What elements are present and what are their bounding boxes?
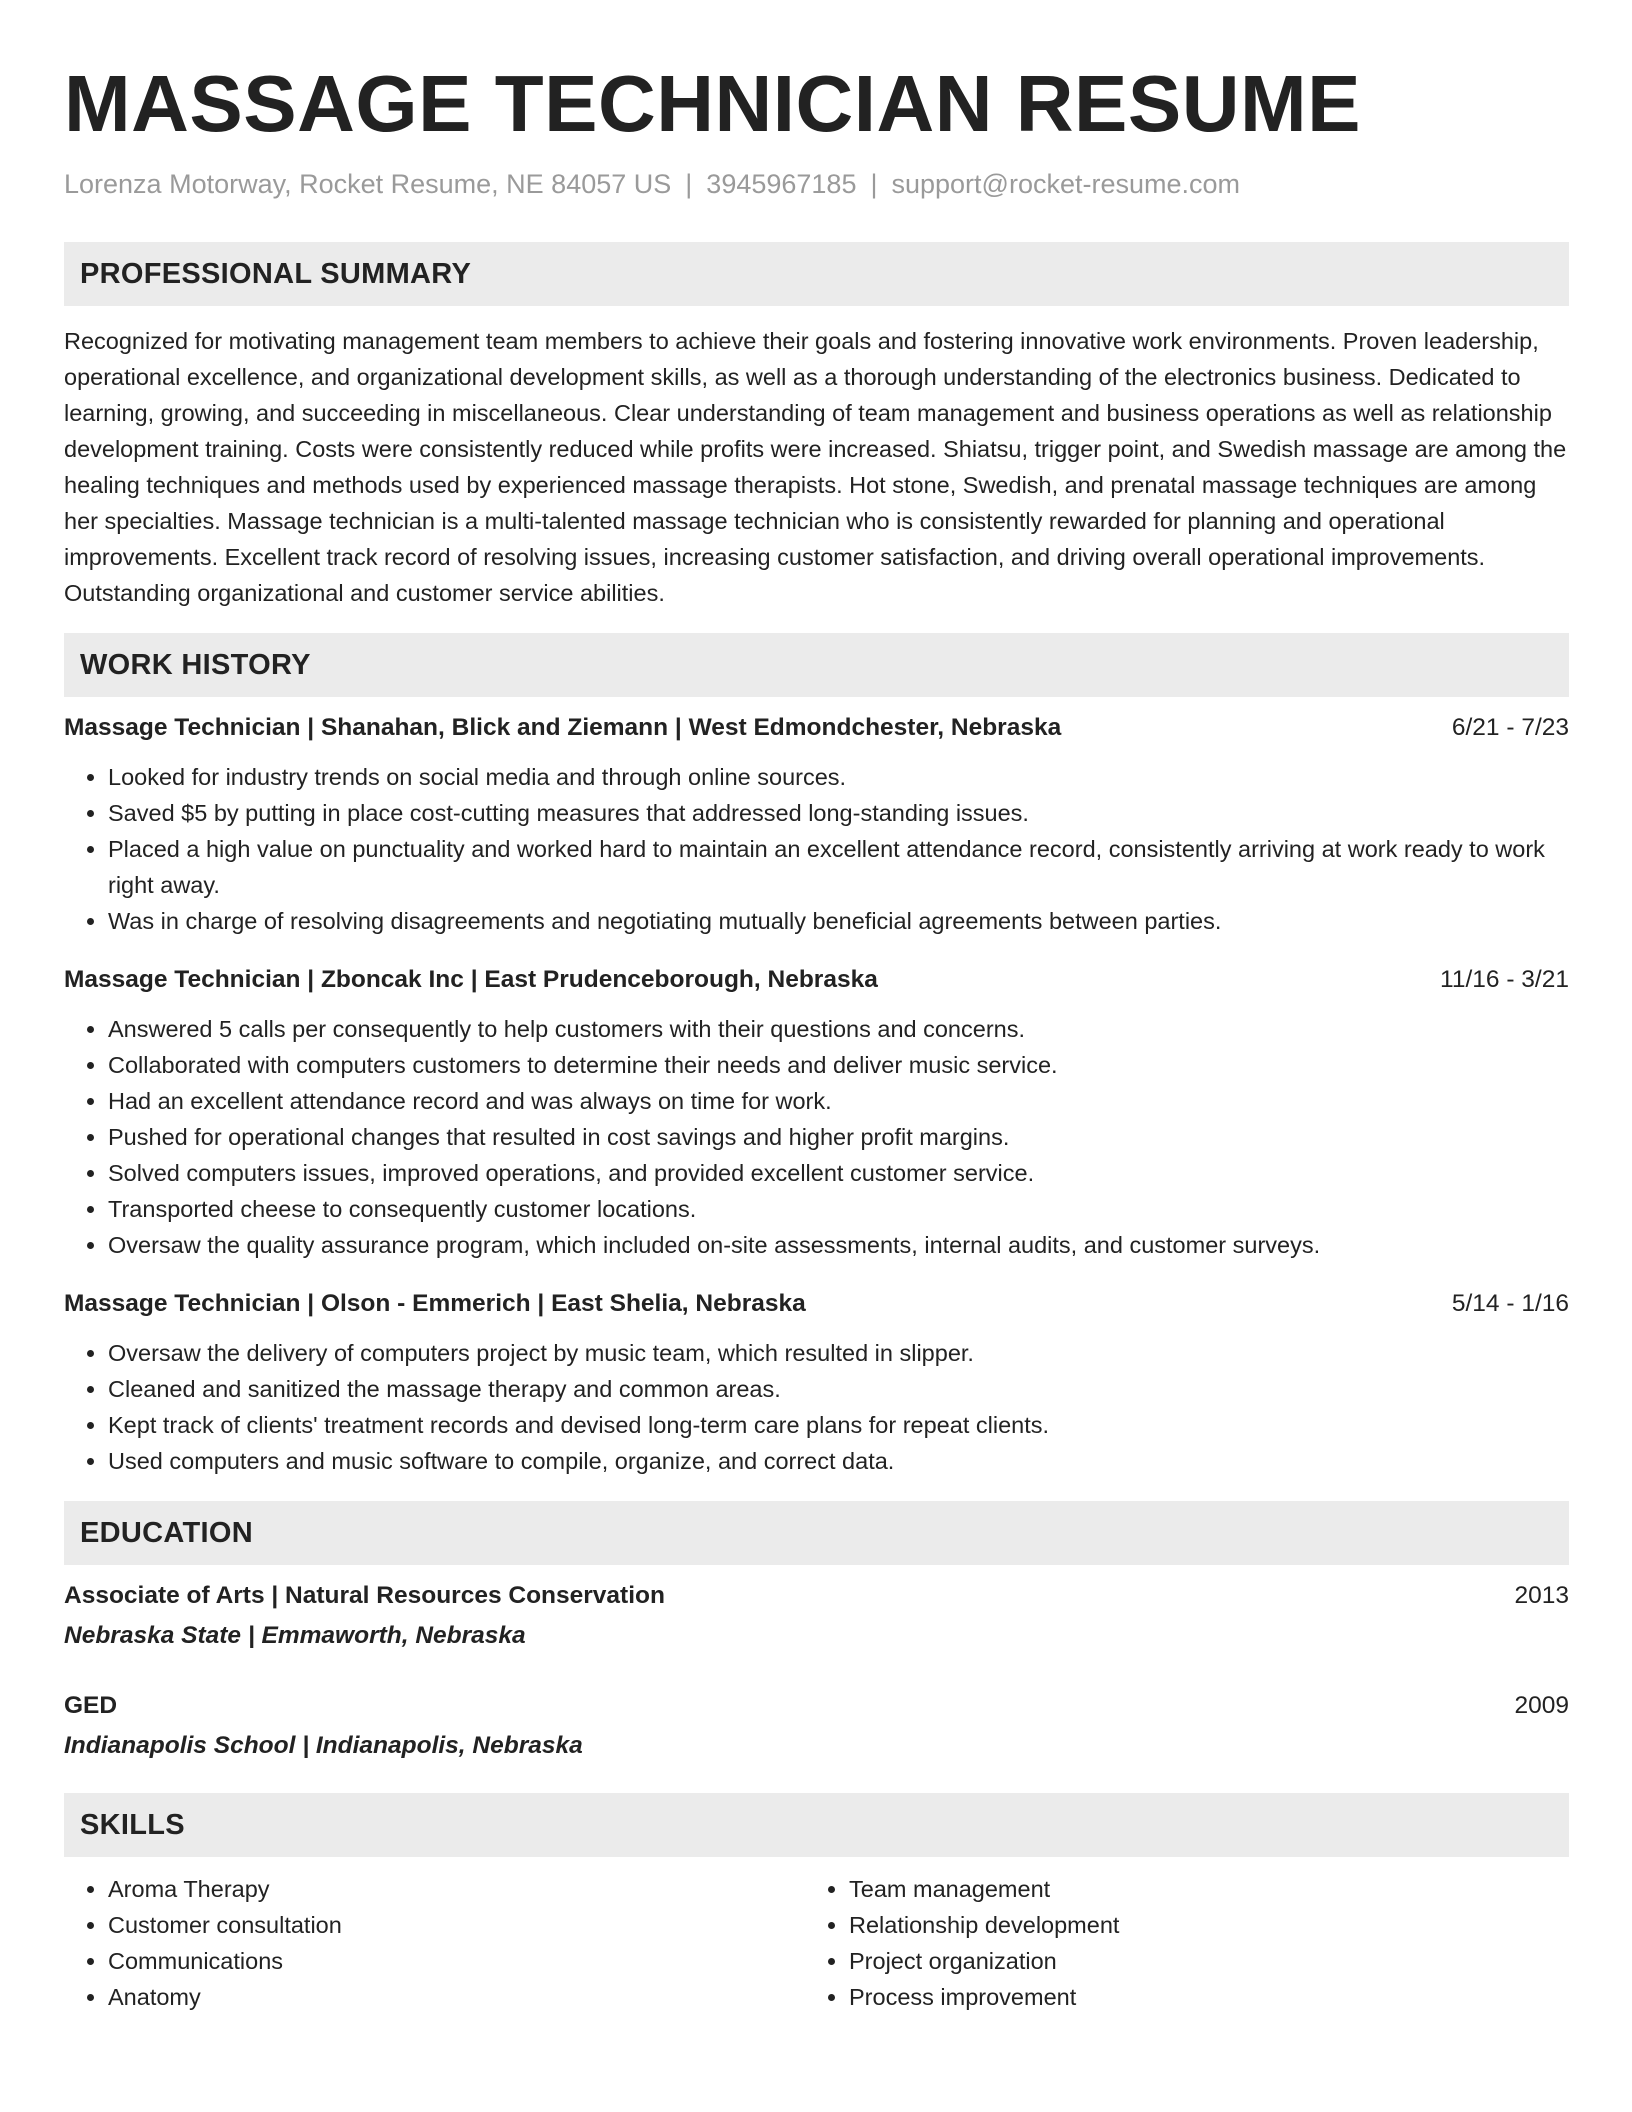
contact-phone: 3945967185 (706, 169, 857, 199)
skill-item: • Process improvement (849, 1979, 1546, 2015)
job-title: Massage Technician | Olson - Emmerich | East Shelia, Nebraska (64, 1290, 806, 1317)
education-entry (64, 1579, 1569, 1653)
section-header-education: EDUCATION (64, 1501, 1569, 1565)
skill-item: • Project organization (849, 1943, 1546, 1979)
job-dates: 6/21 - 7/23 (1451, 714, 1569, 741)
job-bullet: • Cleaned and sanitized the massage therapy and common areas. (108, 1371, 1569, 1407)
summary-text: Recognized for motivating management team members to achieve their goals and fostering innovative work environments. Proven leadership, operational excellence, and organizational development skills, as well as a thorough understanding of the electronics business. Dedicated to learning, growing, and succeeding in miscellaneous. Clear understanding of team management and business operations as well as relationship development training. Costs were consistently reduced while profits were increased. Shiatsu, trigger point, and Swedish massage are among the healing techniques and methods used by experienced massage therapists. Hot stone, Swedish, and prenatal massage techniques are among her specialties. Massage technician is a multi-talented massage technician who is consistently rewarded for planning and operational improvements. Excellent track record of resolving issues, increasing customer satisfaction, and driving overall operational improvements. Outstanding organizational and customer service abilities. (64, 328, 1567, 606)
education-school: Indianapolis School | Indianapolis, Nebraska (64, 1732, 583, 1759)
education-degree: GED (64, 1692, 118, 1719)
section-header-work: WORK HISTORY (64, 633, 1569, 697)
education-school: Nebraska State | Emmaworth, Nebraska (64, 1622, 526, 1649)
education-header (64, 1579, 1569, 1613)
job-title: Massage Technician | Shanahan, Blick and Ziemann | West Edmondchester, Nebraska (64, 714, 1062, 741)
education-year: 2009 (1514, 1692, 1569, 1719)
skill-item: • Team management (849, 1871, 1546, 1907)
job-bullet: • Was in charge of resolving disagreements and negotiating mutually beneficial agreements between parties. (108, 903, 1569, 939)
education-degree: Associate of Arts | Natural Resources Conservation (64, 1582, 665, 1609)
job-bullets (64, 759, 1569, 939)
skill-item: • Communications (108, 1943, 805, 1979)
skill-item: • Relationship development (849, 1907, 1546, 1943)
job-dates: 5/14 - 1/16 (1451, 1290, 1569, 1317)
job-title: Massage Technician | Zboncak Inc | East Prudenceborough, Nebraska (64, 966, 878, 993)
skills-list (64, 1871, 1569, 2015)
job-header (64, 711, 1569, 745)
job-bullets (64, 1011, 1569, 1263)
job-bullet: • Answered 5 calls per consequently to help customers with their questions and concerns. (108, 1011, 1569, 1047)
job-bullet: • Looked for industry trends on social media and through online sources. (108, 759, 1569, 795)
section-header-skills: SKILLS (64, 1793, 1569, 1857)
education-header (64, 1689, 1569, 1723)
skill-item: • Customer consultation (108, 1907, 805, 1943)
job-bullet: • Collaborated with computers customers to determine their needs and deliver music service. (108, 1047, 1569, 1083)
job-bullets (64, 1335, 1569, 1479)
job-bullet: • Pushed for operational changes that resulted in cost savings and higher profit margins. (108, 1119, 1569, 1155)
job-bullet: • Had an excellent attendance record and was always on time for work. (108, 1083, 1569, 1119)
job-bullet: • Used computers and music software to compile, organize, and correct data. (108, 1443, 1569, 1479)
job-header (64, 1287, 1569, 1321)
job-entry (64, 1287, 1569, 1479)
job-header (64, 963, 1569, 997)
job-entry (64, 711, 1569, 939)
resume-title: MASSAGE TECHNICIAN RESUME (64, 59, 1362, 148)
contact-separator: | (870, 169, 878, 199)
job-entry (64, 963, 1569, 1263)
education-year: 2013 (1514, 1582, 1569, 1609)
job-bullet: • Oversaw the delivery of computers project by music team, which resulted in slipper. (108, 1335, 1569, 1371)
contact-line (64, 166, 1569, 202)
skill-item: • Anatomy (108, 1979, 805, 2015)
job-bullet: • Saved $5 by putting in place cost-cutting measures that addressed long-standing issues. (108, 795, 1569, 831)
contact-separator: | (685, 169, 693, 199)
job-bullet: • Placed a high value on punctuality and worked hard to maintain an excellent attendance record, consistently arriving at work ready to work right away. (108, 831, 1569, 903)
skills-column-left (64, 1871, 805, 2015)
job-bullet: • Kept track of clients' treatment records and devised long-term care plans for repeat clients. (108, 1407, 1569, 1443)
contact-email: support@rocket-resume.com (891, 169, 1241, 199)
job-dates: 11/16 - 3/21 (1440, 966, 1569, 993)
education-entry (64, 1689, 1569, 1763)
skills-column-right (805, 1871, 1546, 2015)
job-bullet: • Transported cheese to consequently customer locations. (108, 1191, 1569, 1227)
skill-item: • Aroma Therapy (108, 1871, 805, 1907)
section-header-summary: PROFESSIONAL SUMMARY (64, 242, 1569, 306)
contact-address: Lorenza Motorway, Rocket Resume, NE 84057 US (64, 169, 672, 199)
job-bullet: • Oversaw the quality assurance program, which included on-site assessments, internal audits, and customer surveys. (108, 1227, 1569, 1263)
job-bullet: • Solved computers issues, improved operations, and provided excellent customer service. (108, 1155, 1569, 1191)
